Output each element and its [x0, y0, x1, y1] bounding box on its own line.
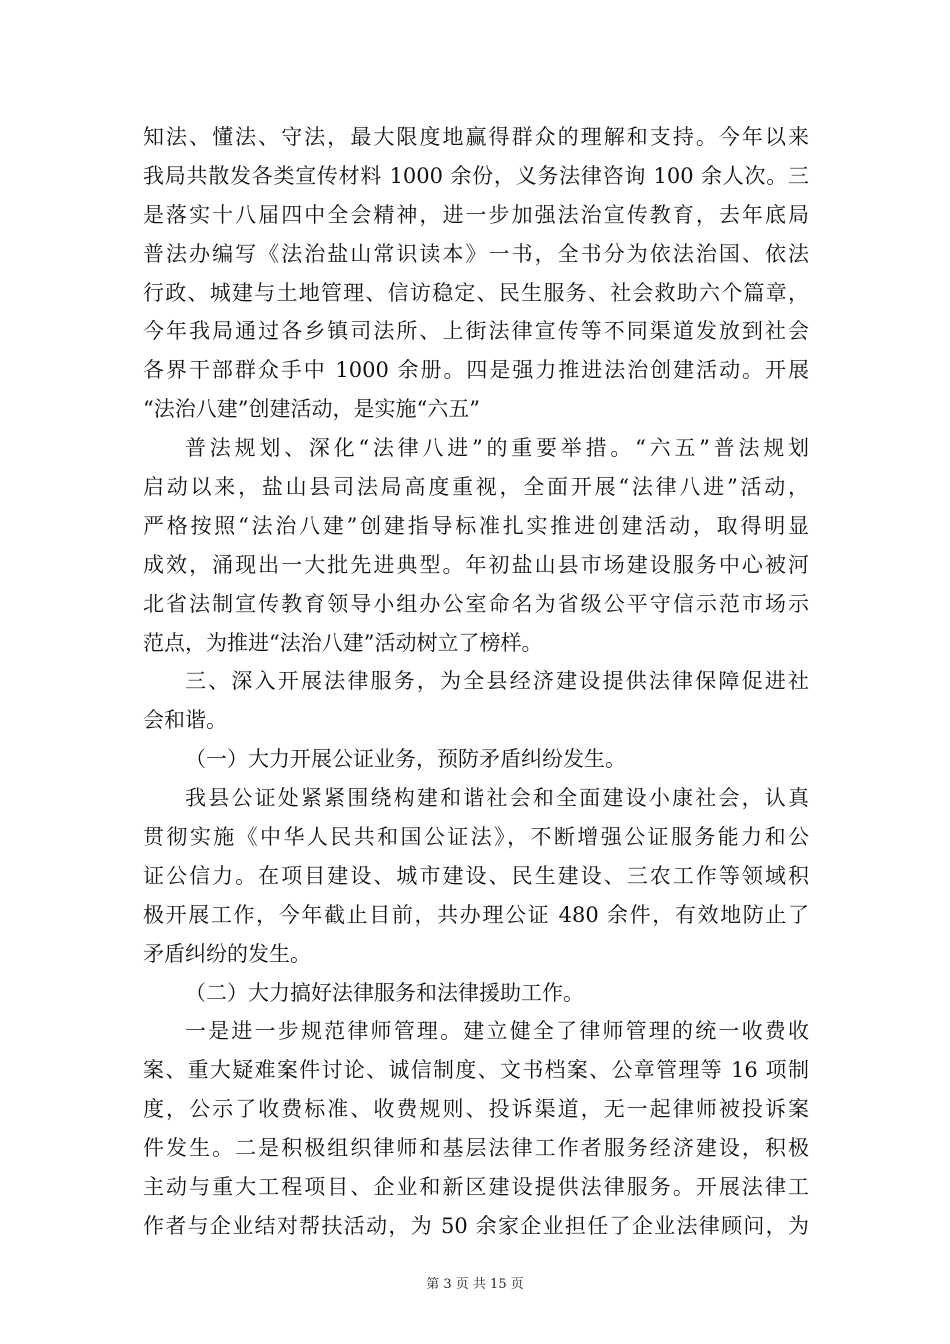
text-line: 范点，为推进“法治八建”活动树立了榜样。	[143, 630, 543, 655]
page-number: 第 3 页 共 15 页	[426, 1277, 524, 1292]
text-line: 件发生。二是积极组织律师和基层法律工作者服务经济建设，积极	[143, 1136, 809, 1161]
text-line: 证公信力。在项目建设、城市建设、民生建设、三农工作等领域积	[143, 863, 809, 888]
text-line: 度，公示了收费标准、收费规则、投诉渠道，无一起律师被投诉案	[143, 1097, 809, 1122]
text-line: 三、深入开展法律服务，为全县经济建设提供法律保障促进社	[185, 669, 809, 694]
text-line: 普法办编写《法治盐山常识读本》一书，全书分为依法治国、依法	[143, 241, 809, 266]
text-line: 是落实十八届四中全会精神，进一步加强法治宣传教育，去年底局	[143, 202, 809, 227]
text-line: 成效，涌现出一大批先进典型。年初盐山县市场建设服务中心被河	[143, 552, 809, 577]
text-line: 作者与企业结对帮扶活动，为 50 余家企业担任了企业法律顾问，为	[143, 1213, 809, 1238]
text-line: 主动与重大工程项目、企业和新区建设提供法律服务。开展法律工	[143, 1175, 809, 1200]
text-line: 启动以来，盐山县司法局高度重视，全面开展“法律八进”活动，	[143, 475, 809, 500]
text-line: 各界干部群众手中 1000 余册。四是强力推进法治创建活动。开展	[143, 358, 809, 383]
text-line: 今年我局通过各乡镇司法所、上街法律宣传等不同渠道发放到社会	[143, 319, 809, 344]
text-line: （一）大力开展公证业务，预防矛盾纠纷发生。	[185, 747, 626, 772]
text-line: 普法规划、深化“法律八进”的重要举措。“六五”普法规划	[185, 436, 809, 461]
text-line: （二）大力搞好法律服务和法律援助工作。	[185, 980, 584, 1005]
text-line: 案、重大疑难案件讨论、诚信制度、文书档案、公章管理等 16 项制	[143, 1058, 809, 1083]
text-line: 一是进一步规范律师管理。建立健全了律师管理的统一收费收	[185, 1019, 809, 1044]
text-line: 知法、懂法、守法，最大限度地赢得群众的理解和支持。今年以来	[143, 125, 809, 149]
text-line: 行政、城建与土地管理、信访稳定、民生服务、社会救助六个篇章，	[143, 280, 809, 305]
page-footer	[0, 1273, 950, 1292]
text-line: 极开展工作，今年截止目前，共办理公证 480 余件，有效地防止了	[143, 902, 809, 927]
text-line: “法治八建”创建活动，是实施“六五”	[143, 397, 480, 422]
text-line: 我县公证处紧紧围绕构建和谐社会和全面建设小康社会，认真	[185, 786, 809, 811]
text-line: 北省法制宣传教育领导小组办公室命名为省级公平守信示范市场示	[143, 591, 809, 616]
text-line: 我局共散发各类宣传材料 1000 余份，义务法律咨询 100 余人次。三	[143, 163, 809, 188]
document-body	[143, 118, 809, 1246]
text-line: 会和谐。	[143, 708, 227, 733]
text-line: 严格按照“法治八建”创建指导标准扎实推进创建活动，取得明显	[143, 513, 809, 538]
text-line: 矛盾纠纷的发生。	[143, 941, 311, 966]
text-line: 贯彻实施《中华人民共和国公证法》，不断增强公证服务能力和公	[143, 825, 809, 850]
